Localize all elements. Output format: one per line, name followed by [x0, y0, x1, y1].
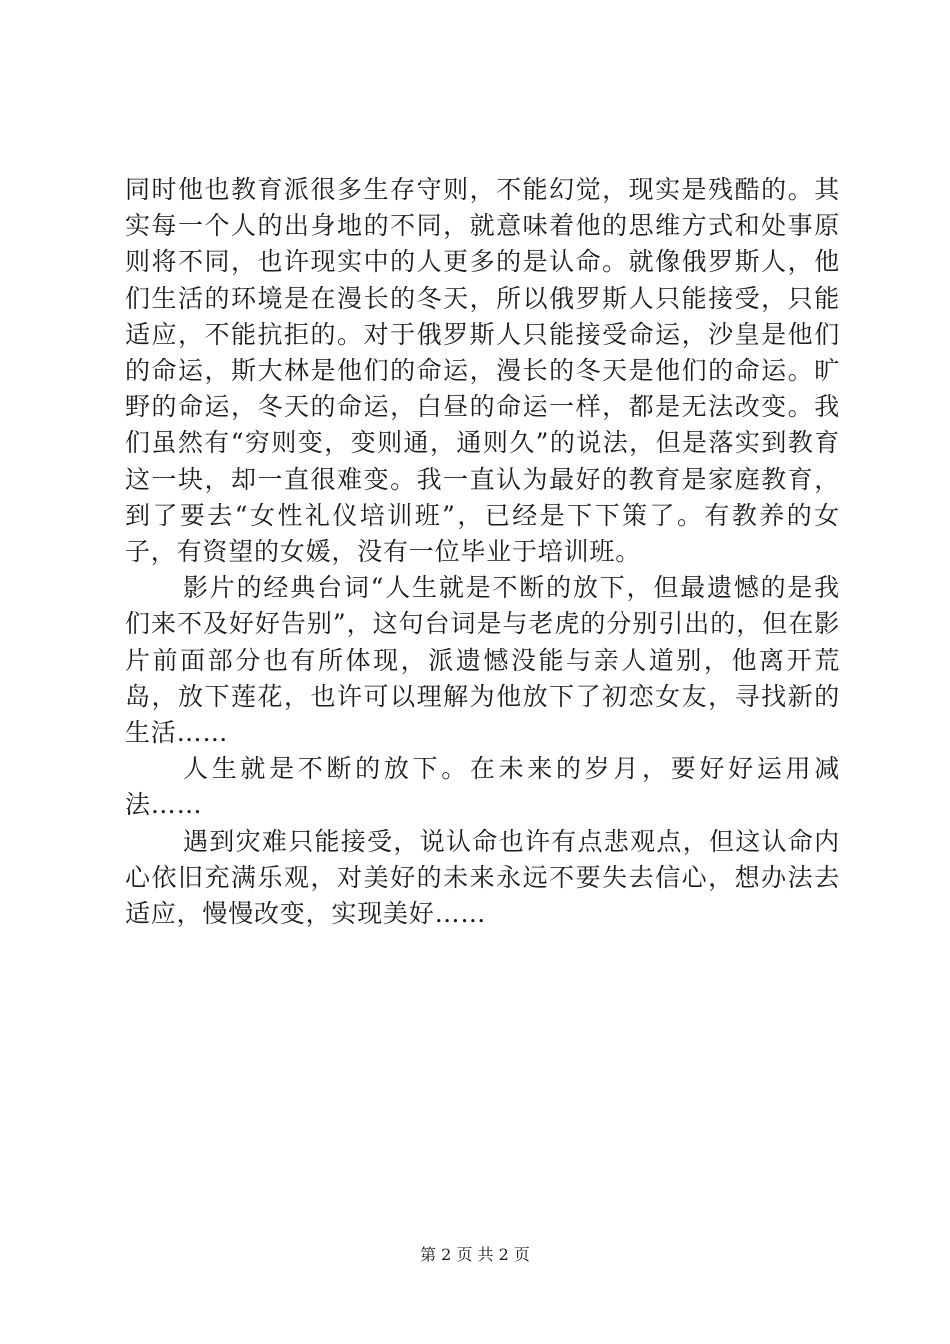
page-number-label: 第 2 页 共 2 页 — [420, 1245, 530, 1264]
paragraph-4: 遇到灾难只能接受，说认命也许有点悲观点，但这认命内心依旧充满乐观，对美好的未来永远不要失去信心，想办法去适应，慢慢改变，实现美好…… — [125, 826, 840, 929]
document-body — [125, 172, 840, 932]
paragraph-1: 同时他也教育派很多生存守则，不能幻觉，现实是残酷的。其实每一个人的出身地的不同，就意味着他的思维方式和处事原则将不同，也许现实中的人更多的是认命。就像俄罗斯人，他们生活的环境是在漫长的冬天，所以俄罗斯人只能接受，只能适应，不能抗拒的。对于俄罗斯人只能接受命运，沙皇是他们的命运，斯大林是他们的命运，漫长的冬天是他们的命运。旷野的命运，冬天的命运，白昼的命运一样，都是无法改变。我们虽然有“穷则变，变则通，通则久”的说法，但是落实到教育这一块，却一直很难变。我一直认为最好的教育是家庭教育，到了要去“女性礼仪培训班”，已经是下下策了。有教养的女子，有资望的女媛，没有一位毕业于培训班。 — [125, 175, 840, 567]
page-footer — [0, 1245, 950, 1265]
paragraph-3: 人生就是不断的放下。在未来的岁月，要好好运用减法…… — [125, 754, 840, 820]
paragraph-2: 影片的经典台词“人生就是不断的放下，但最遗憾的是我们来不及好好告别”，这句台词是与老虎的分别引出的，但在影片前面部分也有所体现，派遗憾没能与亲人道别，他离开荒岛，放下莲花，也许可以理解为他放下了初恋女友，寻找新的生活…… — [125, 573, 840, 748]
